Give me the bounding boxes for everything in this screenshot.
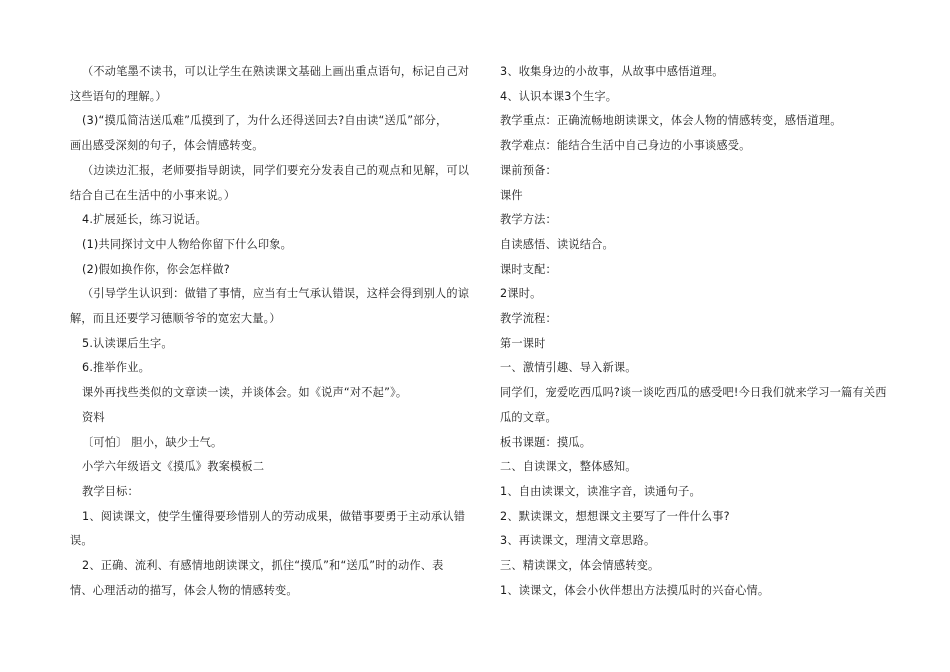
text-line: 资料 (82, 410, 105, 424)
text-line: 三、精读课文，体会情感转变。 (500, 559, 660, 573)
text-line: 教学难点：能结合生活中自己身边的小事谈感受。 (500, 139, 751, 153)
text-line: 教学目标： (82, 484, 139, 498)
text-line: 教学方法： (500, 213, 557, 227)
text-line: 2课时。 (500, 287, 542, 301)
text-line: 课件 (500, 188, 523, 202)
text-line: 情、心理活动的描写，体会人物的情感转变。 (70, 583, 298, 597)
text-line: 2、默读课文，想想课文主要写了一件什么事? (500, 509, 730, 523)
text-line: （引导学生认识到：做错了事情，应当有士气承认错误，这样会得到别人的谅 (82, 287, 470, 301)
text-line: 课外再找些类似的文章读一读，并谈体会。如《说声“对不起”》。 (82, 386, 408, 400)
text-line: (2)假如换作你，你会怎样做? (82, 262, 230, 276)
text-line: 二、自读课文，整体感知。 (500, 460, 637, 474)
text-line: 自读感悟、读说结合。 (500, 237, 614, 251)
text-line: 第一课时 (500, 336, 546, 350)
text-line: 6.推举作业。 (82, 361, 151, 375)
text-line: 2、正确、流利、有感情地朗读课文，抓住“摸瓜”和“送瓜”时的动作、表 (82, 559, 444, 573)
left-column (70, 60, 468, 603)
text-line: 1、阅读课文，使学生懂得要珍惜别人的劳动成果，做错事要勇于主动承认错 (82, 509, 466, 523)
text-line: 4.扩展延长，练习说话。 (82, 213, 207, 227)
text-line: 同学们，宠爱吃西瓜吗?谈一谈吃西瓜的感受吧!今日我们就来学习一篇有关西 (500, 386, 887, 400)
text-line: （边读边汇报，老师要指导朗读，同学们要充分发表自己的观点和见解，可以 (82, 163, 470, 177)
text-line: 这些语句的理解。） (70, 89, 167, 103)
text-line: （不动笔墨不读书，可以让学生在熟读课文基础上画出重点语句，标记自己对 (82, 65, 470, 78)
text-line: 教学流程： (500, 312, 557, 326)
text-line: (1)共同探讨文中人物给你留下什么印象。 (82, 237, 293, 251)
text-line: 5.认读课后生字。 (82, 336, 173, 350)
text-line: 小学六年级语文《摸瓜》教案模板二 (82, 460, 265, 474)
text-line: 画出感受深刻的句子，体会情感转变。 (70, 139, 264, 153)
text-line: 3、收集身边的小故事，从故事中感悟道理。 (500, 65, 724, 78)
text-line: 3、再读课文，理清文章思路。 (500, 534, 656, 548)
text-line: 误。 (70, 534, 93, 548)
right-column (500, 60, 887, 603)
text-line: 1、读课文，体会小伙伴想出方法摸瓜时的兴奋心情。 (500, 583, 770, 597)
text-line: 教学重点：正确流畅地朗读课文，体会人物的情感转变，感悟道理。 (500, 114, 842, 128)
text-line: 结合自己在生活中的小事来说。） (70, 188, 236, 202)
text-line: 1、自由读课文，读准字音，读通句子。 (500, 484, 701, 498)
text-line: 4、认识本课3个生字。 (500, 89, 618, 103)
text-line: (3)“摸瓜简洁送瓜难”瓜摸到了，为什么还得送回去?自由读“送瓜”部分， (82, 114, 448, 128)
text-line: 解，而且还要学习德顺爷爷的宽宏大量。） (70, 312, 281, 326)
text-line: 课前预备： (500, 163, 557, 177)
text-line: 〔可怕〕 胆小，缺少士气。 (82, 435, 223, 449)
text-line: 一、激情引趣、导入新课。 (500, 361, 637, 375)
text-line: 板书课题：摸瓜。 (500, 435, 592, 449)
text-line: 瓜的文章。 (500, 410, 557, 424)
text-line: 课时支配： (500, 262, 557, 276)
